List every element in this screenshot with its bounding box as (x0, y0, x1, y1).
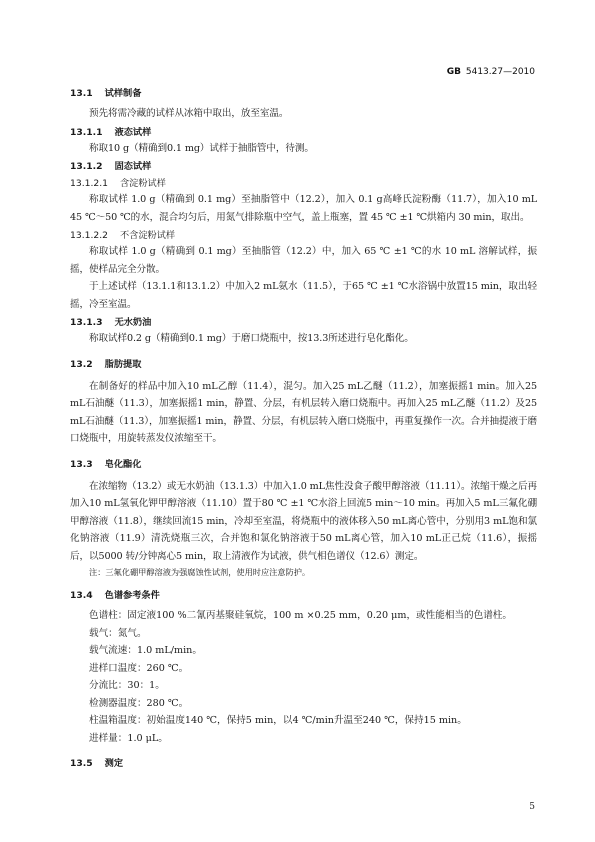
section-title: 固态试样 (114, 161, 152, 172)
condition-oven-temperature: 柱温箱温度：初始温度140 ℃，保持5 min，以4 ℃/min升温至240 ℃，保持15 min。 (89, 715, 467, 726)
section-13-1-1-heading (70, 125, 537, 140)
section-title: 色谱参考条件 (104, 590, 160, 601)
condition-carrier-gas: 载气：氮气。 (89, 627, 147, 639)
section-13-1-2-1-text: 称取试样 1.0 g（精确到 0.1 mg）至抽脂管中（12.2），加入 0.1 g高峰氏淀粉酶（11.7），加入10 mL 45 ℃～50 ℃的水，混合均匀后，用氮气排除瓶中空气，盖上瓶塞，置 45 ℃ ±1 ℃烘箱内 30 min，取出。 (70, 194, 537, 223)
condition-inlet-temperature: 进样口温度：260 ℃。 (89, 662, 189, 674)
condition-injection-volume: 进样量：1.0 μL。 (89, 732, 168, 744)
section-13-1-2-2-heading (70, 228, 537, 243)
section-13-1-2-2-text-2: 于上述试样（13.1.1和13.1.2）中加入2 mL氨水（11.5），于65 ℃ ±1 ℃水浴锅中放置15 min，取出轻摇，冷至室温。 (70, 281, 537, 310)
section-title: 不含淀粉试样 (120, 230, 176, 241)
standard-code: 5413.27—2010 (465, 67, 535, 77)
standard-prefix: GB (446, 67, 461, 77)
section-13-1-heading (70, 86, 537, 101)
section-number: 13.4 (70, 590, 93, 601)
section-number: 13.1.2.1 (70, 178, 108, 189)
section-number: 13.1 (70, 88, 93, 99)
standard-header (447, 67, 535, 77)
section-number: 13.1.3 (70, 317, 103, 328)
section-title: 脂肪提取 (104, 358, 142, 370)
section-13-1-2-heading (70, 159, 537, 174)
section-title: 试样制备 (104, 88, 142, 99)
section-title: 无水奶油 (114, 317, 152, 328)
section-13-1-2-1-heading (70, 176, 537, 191)
section-title: 液态试样 (114, 126, 152, 138)
section-number: 13.1.2.2 (70, 230, 108, 241)
section-13-3-note: 注：三氟化硼甲醇溶液为强腐蚀性试剂，使用时应注意防护。 (89, 567, 311, 577)
section-13-1-2-2-text: 称取试样 1.0 g（精确到 0.1 mg）至抽脂管（12.2）中，加入 65 ℃ ±1 ℃的水 10 mL 溶解试样，振摇，使样品完全分散。 (70, 246, 537, 275)
condition-column: 色谱柱：固定液100 %二氰丙基聚硅氧烷，100 m ×0.25 mm，0.20 μm，或性能相当的色谱柱。 (89, 610, 512, 621)
section-13-1-text: 预先将需冷藏的试样从冰箱中取出，放至室温。 (89, 108, 289, 119)
section-13-2-text: 在制备好的样品中加入10 mL乙醇（11.4），混匀。加入25 mL乙醚（11.2），加塞振摇1 min。加入25 mL石油醚（11.3），加塞振摇1 min，静置、分层，有机层转入磨口烧瓶中。再加入25 mL乙醚（11.2）及25 mL石油醚（11.3），加塞振摇1 min，静置、分层，有机层转入磨口烧瓶中，再重复操作一次。合并抽提液于磨口烧瓶中，用旋转蒸发仪浓缩至干。 (70, 380, 537, 444)
section-13-3-text: 在浓缩物（13.2）或无水奶油（13.1.3）中加入1.0 mL焦性没食子酸甲醇溶液（11.11）。浓缩干燥之后再加入10 mL氢氧化钾甲醇溶液（11.10）置于80 ℃ ±1 ℃水浴上回流5 min～10 min。再加入5 mL三氟化硼甲醇溶液（11.8），继续回流15 min，冷却至室温，将烧瓶中的液体移入50 mL离心管中，分别用3 mL饱和氯化钠溶液（11.9）清洗烧瓶三次，合并饱和氯化钠溶液于50 mL离心管，加入10 mL正己烷（11.6），振摇后，以5000 转/分钟离心5 min，取上清液作为试液，供气相色谱仪（12.6）测定。 (70, 480, 537, 562)
section-13-2-heading (70, 357, 537, 372)
document-body (70, 86, 537, 771)
page-number: 5 (529, 802, 535, 812)
condition-detector-temperature: 检测器温度：280 ℃。 (89, 697, 189, 709)
section-13-1-1-text: 称取10 g（精确到0.1 mg）试样于抽脂管中，待测。 (89, 142, 314, 154)
section-number: 13.1.1 (70, 126, 103, 138)
section-title: 皂化酯化 (104, 458, 142, 470)
section-13-1-3-text: 称取试样0.2 g（精确到0.1 mg）于磨口烧瓶中，按13.3所述进行皂化酯化。 (89, 333, 414, 344)
section-number: 13.1.2 (70, 161, 103, 172)
chromatography-conditions-list (70, 607, 537, 747)
section-13-3-heading (70, 457, 537, 472)
section-number: 13.5 (70, 758, 93, 769)
section-title: 测定 (104, 758, 124, 769)
section-number: 13.2 (70, 358, 93, 370)
condition-split-ratio: 分流比：30：1。 (89, 680, 165, 691)
section-13-1-3-heading (70, 315, 537, 330)
section-title: 含淀粉试样 (120, 178, 166, 189)
section-13-4-heading (70, 588, 537, 603)
section-number: 13.3 (70, 458, 93, 470)
condition-flow-rate: 载气流速：1.0 mL/min。 (89, 645, 202, 656)
section-13-5-heading (70, 756, 537, 771)
